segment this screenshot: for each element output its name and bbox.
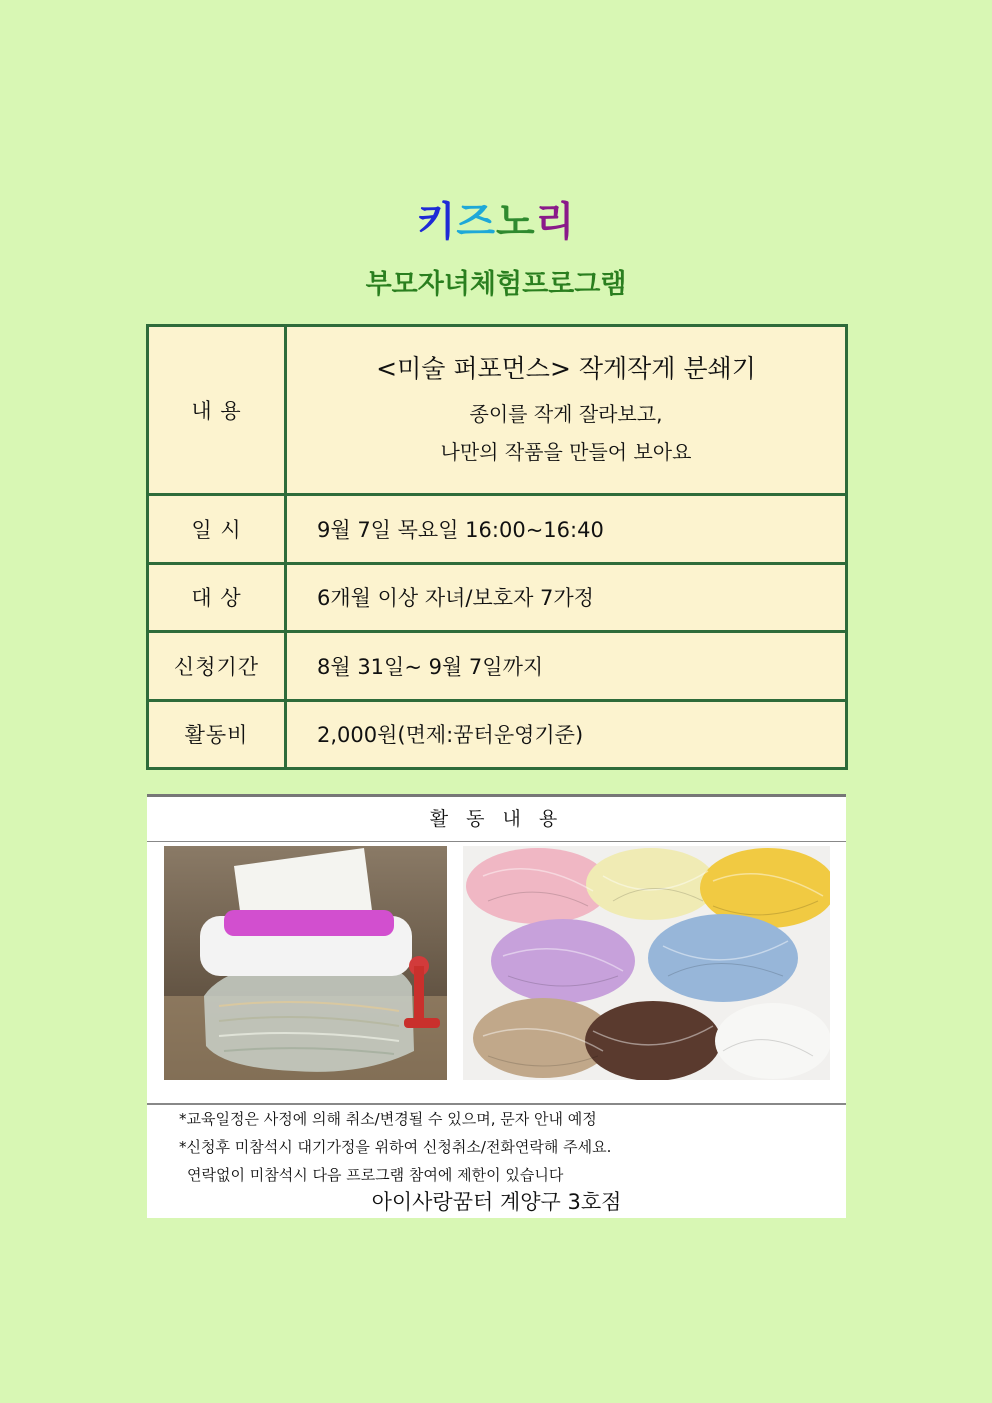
fee-label: 활동비 (148, 700, 286, 769)
program-info-table (146, 324, 848, 770)
activity-section (147, 794, 846, 1218)
target-label: 대 상 (148, 563, 286, 632)
content-cell (286, 326, 847, 495)
content-title: <미술 퍼포먼스> 작게작게 분쇄기 (376, 354, 756, 383)
shredder-photo (164, 846, 447, 1080)
target-row (148, 563, 847, 632)
activity-title: 활 동 내 용 (429, 808, 564, 830)
content-row (148, 326, 847, 495)
date-label: 일 시 (148, 495, 286, 564)
notice-item-3: 연락없이 미참석시 다음 프로그램 참여에 제한이 있습니다 (187, 1166, 564, 1184)
title-char-3: 노 (496, 199, 536, 245)
page-title (0, 190, 992, 247)
period-value: 8월 31일~ 9월 7일까지 (286, 632, 847, 701)
date-value: 9월 7일 목요일 16:00~16:40 (286, 495, 847, 564)
title-char-1: 키 (416, 199, 457, 245)
content-line-1: 종이를 작게 잘라보고, (469, 402, 663, 426)
fee-row (148, 700, 847, 769)
date-row (148, 495, 847, 564)
notice-list (179, 1105, 611, 1189)
content-line-2: 나만의 작품을 만들어 보아요 (440, 440, 692, 464)
section-title-divider (147, 841, 846, 842)
organizer-name: 아이사랑꿈터 계양구 3호점 (371, 1190, 622, 1214)
shredded-paper-photo (463, 846, 830, 1080)
period-row (148, 632, 847, 701)
page-subtitle: 부모자녀체험프로그램 (365, 269, 627, 300)
notice-item-2: *신청후 미참석시 대기가정을 위하여 신청취소/전화연락해 주세요. (179, 1138, 612, 1156)
fee-value: 2,000원(면제:꿈터운영기준) (286, 700, 847, 769)
target-value: 6개월 이상 자녀/보호자 7가정 (286, 563, 847, 632)
notice-item-1: *교육일정은 사정에 의해 취소/변경될 수 있으며, 문자 안내 예정 (179, 1110, 597, 1128)
period-label: 신청기간 (148, 632, 286, 701)
content-label: 내 용 (148, 326, 286, 495)
title-char-4: 리 (535, 199, 576, 245)
title-char-2: 즈 (456, 199, 496, 245)
